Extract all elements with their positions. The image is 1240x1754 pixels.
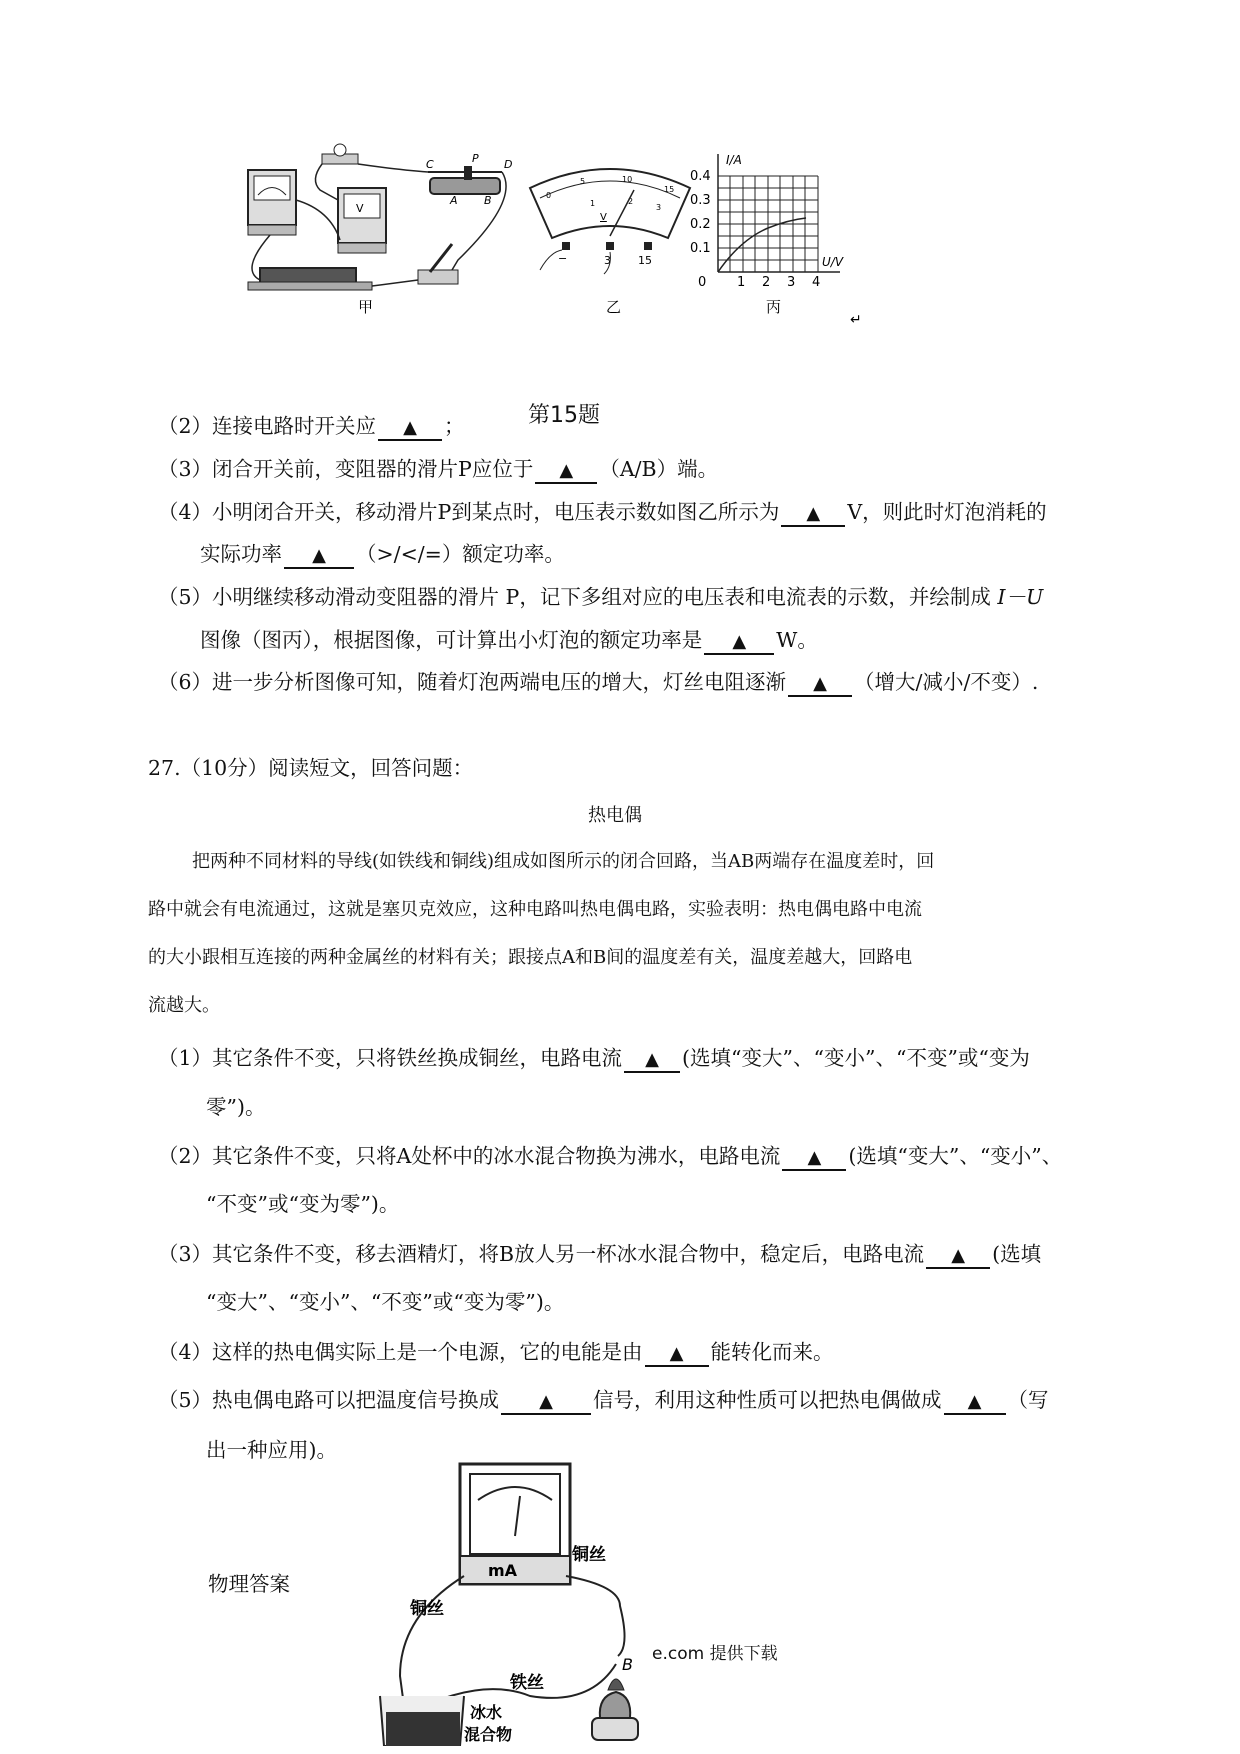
dial-unit: V	[600, 212, 607, 223]
q27-item-5-end: （写	[1007, 1388, 1049, 1412]
q27-item-4	[158, 1338, 834, 1367]
y-tick-04: 0.4	[690, 169, 711, 184]
q27-item-3-text: （3）其它条件不变，移去酒精灯，将B放人另一杯冰水混合物中，稳定后，电路电流	[158, 1242, 925, 1266]
q26-item-5-text: （5）小明继续移动滑动变阻器的滑片 P，记下多组对应的电压表和电流表的示数，并绘制成	[158, 585, 998, 609]
q27-para-2: 路中就会有电流通过，这就是塞贝克效应，这种电路叫热电偶电路，实验表明：热电偶电路中电流	[148, 899, 922, 920]
q26-item-2-text: （2）连接电路时开关应	[158, 414, 377, 438]
voltmeter-dial	[530, 169, 690, 316]
dial-tick-2: 2	[628, 197, 634, 206]
q27-item-5-blank-b[interactable]: ▲	[944, 1391, 1006, 1415]
q26-item-5b-end: W。	[776, 628, 818, 652]
x-tick-2: 2	[762, 275, 771, 290]
terminal-15: 15	[638, 254, 652, 267]
alcohol-lamp	[600, 1692, 630, 1718]
q26-item-3-text: （3）闭合开关前，变阻器的滑片P应位于	[158, 457, 534, 481]
q26-item-4	[158, 498, 1047, 527]
label-mixture-1: 冰水	[470, 1703, 503, 1722]
label-copper-left: 铜丝	[410, 1599, 444, 1619]
q26-item-6-blank[interactable]: ▲	[788, 673, 852, 697]
q27-item-2-end: (选填“变大”、“变小”、	[848, 1144, 1063, 1168]
caption-jia: 甲	[358, 298, 374, 316]
label-p: P	[472, 152, 479, 165]
voltmeter-v-label: V	[356, 202, 364, 215]
q27-item-1-blank[interactable]: ▲	[624, 1049, 680, 1073]
label-iron: 铁丝	[510, 1673, 544, 1693]
circuit-diagram	[248, 144, 512, 316]
x-tick-1: 1	[737, 275, 746, 290]
q27-item-2b: “不变”或“变为零”)。	[206, 1192, 400, 1216]
q27-item-3-blank[interactable]: ▲	[926, 1245, 990, 1269]
q26-item-6-end: （增大/减小/不变）.	[854, 670, 1039, 694]
q26-item-5b-text: 图像（图丙），根据图像，可计算出小灯泡的额定功率是	[200, 628, 703, 652]
label-b: B	[484, 194, 492, 207]
q26-item-2	[158, 412, 465, 441]
caption-bing: 丙	[766, 298, 782, 316]
q27-para-3: 的大小跟相互连接的两种金属丝的材料有关；跟接点A和B间的温度差有关，温度差越大，回路电	[148, 947, 913, 968]
q26-item-4b-end: （>/</=）额定功率。	[356, 542, 565, 566]
q26-item-6	[158, 668, 1038, 697]
figure-title: 第15题	[528, 403, 600, 428]
q27-item-1-text: （1）其它条件不变，只将铁丝换成铜丝，电路电流	[158, 1046, 623, 1070]
q26-item-4-blank[interactable]: ▲	[781, 503, 845, 527]
q26-item-3	[158, 455, 718, 484]
dial-tick-1: 1	[590, 199, 596, 208]
q27-item-5-blank-a[interactable]: ▲	[501, 1391, 591, 1415]
q27-item-1b: 零”)。	[206, 1095, 266, 1119]
flame-icon	[608, 1679, 624, 1690]
q27-para-1: 把两种不同材料的导线(如铁线和铜线)组成如图所示的闭合回路，当AB两端存在温度差时，回	[192, 851, 935, 872]
q27-item-2-blank[interactable]: ▲	[782, 1147, 846, 1171]
label-copper-right: 铜丝	[572, 1545, 606, 1565]
q26-item-5b-blank[interactable]: ▲	[704, 631, 774, 655]
terminal-3: 3	[604, 254, 611, 267]
dial-tick-10: 10	[622, 175, 633, 184]
return-mark: ↵	[850, 312, 862, 328]
q27-item-2-text: （2）其它条件不变，只将A处杯中的冰水混合物换为沸水，电路电流	[158, 1144, 781, 1168]
thermocouple-figure	[360, 1456, 780, 1746]
q26-item-4b-text: 实际功率	[200, 542, 282, 566]
y-tick-01: 0.1	[690, 241, 711, 256]
label-c: C	[426, 158, 434, 171]
label-d: D	[504, 158, 513, 171]
figure-panel	[240, 140, 1000, 360]
q27-item-4-blank[interactable]: ▲	[645, 1343, 709, 1367]
graph-y-label: I/A	[726, 153, 742, 167]
q26-item-2-blank[interactable]: ▲	[378, 417, 442, 441]
answer-label: 物理答案	[208, 1572, 290, 1596]
dial-tick-0-top: 0	[546, 191, 552, 200]
label-mixture-2: 混合物	[464, 1725, 513, 1744]
q27-item-3	[158, 1240, 1041, 1269]
q26-item-4b	[200, 540, 565, 569]
q27-item-5	[158, 1386, 1049, 1415]
q27-header: 27.（10分）阅读短文，回答问题：	[148, 756, 474, 780]
q26-item-2-end: ；	[444, 414, 465, 438]
q26-item-3-end: （A/B）端。	[599, 457, 719, 481]
q27-item-4-text: （4）这样的热电偶实际上是一个电源，它的电能是由	[158, 1340, 643, 1364]
q26-item-3-blank[interactable]: ▲	[535, 460, 597, 484]
terminal-neg: −	[558, 252, 568, 265]
q26-item-4-end: V，则此时灯泡消耗的	[847, 500, 1047, 524]
q27-item-5-mid: 信号，利用这种性质可以把热电偶做成	[593, 1388, 942, 1412]
q27-item-3b: “变大”、“变小”、“不变”或“变为零”)。	[206, 1290, 565, 1314]
q26-item-6-text: （6）进一步分析图像可知，随着灯泡两端电压的增大，灯丝电阻逐渐	[158, 670, 787, 694]
q27-item-4-end: 能转化而来。	[710, 1340, 834, 1364]
dial-tick-3: 3	[656, 203, 662, 212]
q27-item-2	[158, 1142, 1062, 1171]
label-point-b: B	[622, 1655, 633, 1674]
iu-label: I－U	[997, 585, 1044, 609]
q27-item-1	[158, 1044, 1030, 1073]
q27-item-5b: 出一种应用)。	[206, 1438, 337, 1462]
q27-item-1-end: (选填“变大”、“变小”、“不变”或“变为	[682, 1046, 1030, 1070]
q27-item-5-text: （5）热电偶电路可以把温度信号换成	[158, 1388, 500, 1412]
label-a: A	[450, 194, 458, 207]
y-tick-03: 0.3	[690, 193, 711, 208]
ma-label: mA	[488, 1561, 518, 1580]
x-tick-0: 0	[698, 275, 707, 290]
watermark-text: e.com 提供下载	[652, 1644, 778, 1664]
x-tick-4: 4	[812, 275, 821, 290]
q26-item-5	[158, 583, 1043, 611]
q26-item-4b-blank[interactable]: ▲	[284, 545, 354, 569]
q26-item-5b	[200, 626, 818, 655]
dial-tick-15: 15	[664, 185, 675, 194]
graph-x-label: U/V	[822, 255, 844, 269]
q27-item-3-end: (选填	[992, 1242, 1042, 1266]
y-tick-02: 0.2	[690, 217, 711, 232]
q26-item-4-text: （4）小明闭合开关，移动滑片P到某点时，电压表示数如图乙所示为	[158, 500, 780, 524]
x-tick-3: 3	[787, 275, 796, 290]
iu-graph	[690, 153, 862, 328]
dial-tick-5: 5	[580, 177, 586, 186]
q27-title: 热电偶	[588, 805, 642, 826]
caption-yi: 乙	[606, 298, 622, 316]
q27-para-4: 流越大。	[148, 995, 220, 1016]
